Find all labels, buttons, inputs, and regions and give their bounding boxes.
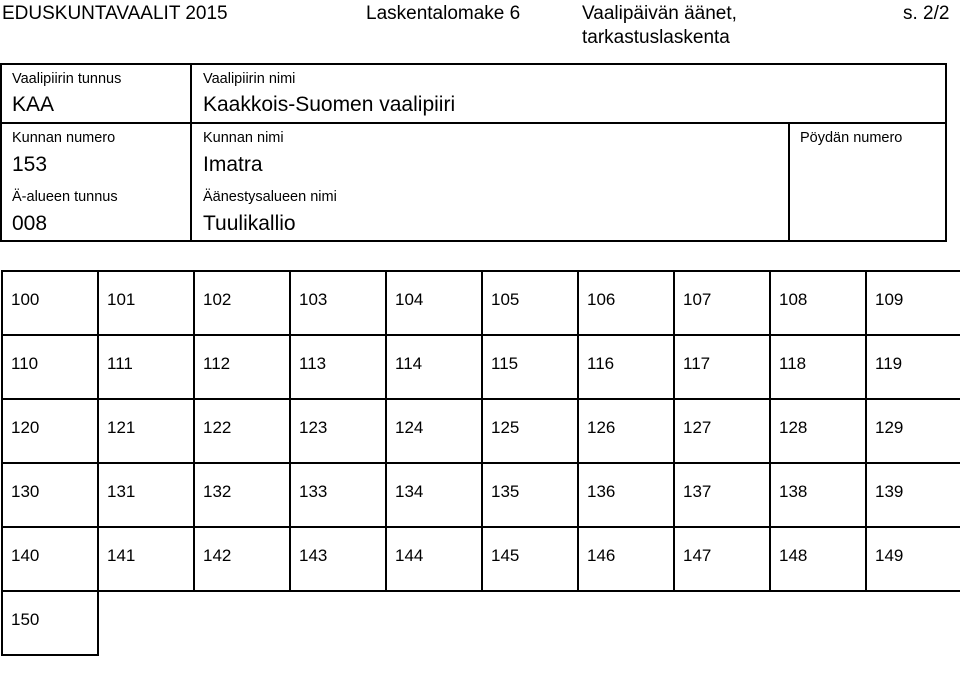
tally-cell-number: 134	[395, 482, 424, 501]
tally-cell-number: 139	[875, 482, 904, 501]
tally-cell-number: 105	[491, 290, 520, 309]
tally-cell-number: 136	[587, 482, 616, 501]
tally-cell-number: 108	[779, 290, 808, 309]
grid-vline	[1, 398, 3, 464]
tally-cell-number: 116	[587, 354, 615, 373]
grid-vline	[97, 398, 99, 464]
district-name-label: Vaalipiirin nimi	[203, 71, 296, 87]
grid-vline	[769, 526, 771, 592]
district-name-value: Kaakkois-Suomen vaalipiiri	[203, 93, 456, 116]
tally-cell-number: 120	[11, 418, 40, 437]
grid-vline	[673, 270, 675, 336]
grid-vline	[481, 398, 483, 464]
grid-vline	[1, 270, 3, 336]
tally-cell-number: 141	[107, 546, 136, 565]
tally-cell-number: 142	[203, 546, 232, 565]
grid-vline	[673, 526, 675, 592]
grid-vline	[865, 462, 867, 528]
tally-cell-number: 146	[587, 546, 616, 565]
grid-vline	[673, 398, 675, 464]
tally-cell-number: 115	[491, 354, 519, 373]
grid-vline	[1, 526, 3, 592]
tally-cell-number: 145	[491, 546, 520, 565]
tally-cell-number: 104	[395, 290, 424, 309]
district-code-value: KAA	[12, 93, 55, 116]
municipality-name-value: Imatra	[203, 153, 263, 176]
grid-vline	[385, 462, 387, 528]
tally-cell-number: 131	[107, 482, 136, 501]
tally-cell-number: 117	[683, 354, 711, 373]
tally-cell-number: 149	[875, 546, 904, 565]
tally-cell-number: 107	[683, 290, 712, 309]
area-code-value: 008	[12, 212, 48, 235]
tally-cell-number: 138	[779, 482, 808, 501]
tally-cell-number: 127	[683, 418, 712, 437]
tally-cell-number: 140	[11, 546, 40, 565]
tally-cell-number: 114	[395, 354, 423, 373]
grid-vline	[193, 270, 195, 336]
tally-cell-number: 110	[11, 354, 39, 373]
grid-vline	[97, 334, 99, 400]
grid-vline	[865, 526, 867, 592]
grid-vline	[481, 334, 483, 400]
grid-vline	[673, 334, 675, 400]
table-number-label: Pöydän numero	[800, 130, 903, 146]
area-name-value: Tuulikallio	[203, 212, 296, 235]
grid-vline	[865, 270, 867, 336]
grid-vline	[289, 334, 291, 400]
tally-cell-number: 106	[587, 290, 616, 309]
grid-vline	[97, 270, 99, 336]
grid-vline	[385, 526, 387, 592]
grid-vline	[577, 270, 579, 336]
tally-cell-number: 125	[491, 418, 520, 437]
grid-vline	[769, 462, 771, 528]
grid-vline	[481, 526, 483, 592]
area-code-label: Ä-alueen tunnus	[12, 189, 118, 205]
tally-cell-number: 121	[107, 418, 136, 437]
tally-cell-number: 130	[11, 482, 40, 501]
tally-cell-number: 123	[299, 418, 328, 437]
grid-vline	[97, 526, 99, 592]
tally-cell-number: 132	[203, 482, 232, 501]
grid-vline	[481, 270, 483, 336]
grid-vline	[577, 398, 579, 464]
page-number: s. 2/2	[903, 3, 950, 24]
tally-cell-number: 101	[107, 290, 136, 309]
district-code-label: Vaalipiirin tunnus	[12, 71, 122, 87]
tally-cell-number: 112	[203, 354, 231, 373]
tally-cell-number: 129	[875, 418, 904, 437]
grid-vline	[193, 526, 195, 592]
grid-vline	[97, 462, 99, 528]
municipality-number-label: Kunnan numero	[12, 130, 116, 146]
grid-vline	[97, 590, 99, 656]
grid-vline	[769, 270, 771, 336]
grid-vline	[577, 334, 579, 400]
grid-vline	[481, 462, 483, 528]
tally-cell-number: 103	[299, 290, 328, 309]
grid-vline	[385, 398, 387, 464]
grid-vline	[865, 398, 867, 464]
grid-hline	[1, 654, 99, 656]
grid-vline	[385, 334, 387, 400]
tally-cell-number: 133	[299, 482, 328, 501]
tally-cell-number: 109	[875, 290, 904, 309]
tally-cell-number: 137	[683, 482, 712, 501]
grid-vline	[673, 462, 675, 528]
grid-vline	[1, 462, 3, 528]
grid-vline	[577, 526, 579, 592]
tally-cell-number: 122	[203, 418, 232, 437]
tally-cell-number: 102	[203, 290, 232, 309]
tally-cell-number: 143	[299, 546, 328, 565]
section-title-line1: Vaalipäivän äänet,	[582, 3, 737, 24]
grid-vline	[1, 334, 3, 400]
section-title-line2: tarkastuslaskenta	[582, 27, 730, 48]
tally-cell-number: 113	[299, 354, 327, 373]
municipality-name-label: Kunnan nimi	[203, 130, 284, 146]
tally-cell-number: 124	[395, 418, 424, 437]
tally-cell-number: 144	[395, 546, 424, 565]
tally-cell-number: 135	[491, 482, 520, 501]
grid-vline	[385, 270, 387, 336]
municipality-number-value: 153	[12, 153, 48, 176]
tally-cell-number: 126	[587, 418, 616, 437]
grid-vline	[289, 398, 291, 464]
grid-vline	[193, 334, 195, 400]
election-title: EDUSKUNTAVAALIT 2015	[2, 3, 228, 24]
grid-vline	[577, 462, 579, 528]
tally-cell-number: 147	[683, 546, 712, 565]
grid-vline	[865, 334, 867, 400]
grid-vline	[289, 270, 291, 336]
grid-vline	[769, 334, 771, 400]
area-name-label: Äänestysalueen nimi	[203, 189, 337, 205]
tally-cell-number: 128	[779, 418, 808, 437]
grid-vline	[289, 526, 291, 592]
grid-vline	[769, 398, 771, 464]
grid-vline	[289, 462, 291, 528]
form-name: Laskentalomake 6	[366, 3, 521, 24]
tally-cell-number: 150	[11, 610, 40, 629]
grid-hline	[1, 590, 99, 592]
grid-vline	[1, 590, 3, 656]
tally-cell-number: 148	[779, 546, 808, 565]
tally-cell-number: 111	[107, 354, 133, 373]
tally-cell-number: 119	[875, 354, 903, 373]
tally-cell-number: 118	[779, 354, 807, 373]
grid-vline	[193, 398, 195, 464]
grid-vline	[193, 462, 195, 528]
tally-cell-number: 100	[11, 290, 40, 309]
